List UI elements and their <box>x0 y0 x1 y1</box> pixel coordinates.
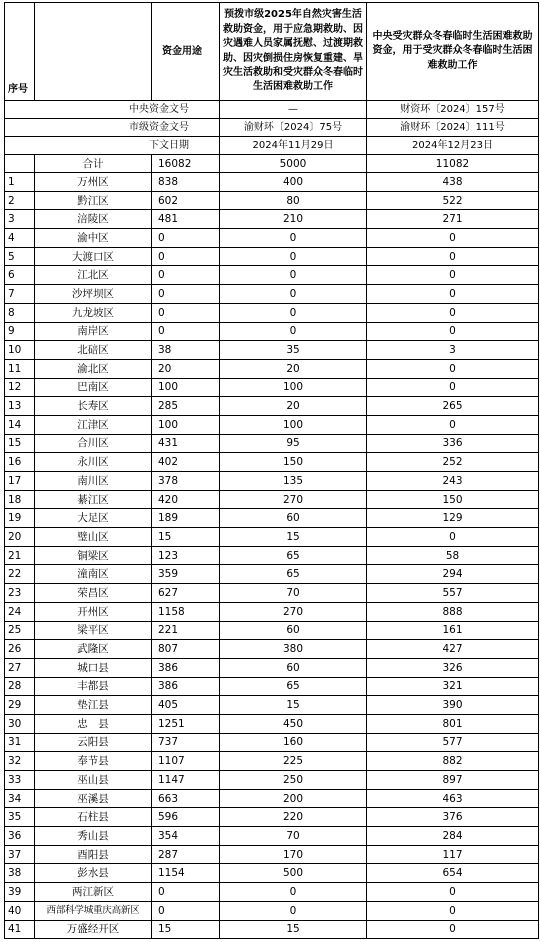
row-central: 438 <box>367 173 539 192</box>
meta-blank <box>5 101 35 119</box>
row-central: 0 <box>367 901 539 920</box>
row-index: 20 <box>5 528 35 547</box>
row-district: 西部科学城重庆高新区 <box>35 901 152 920</box>
row-district: 渝中区 <box>35 229 152 248</box>
row-index: 33 <box>5 771 35 790</box>
table-row <box>5 378 539 397</box>
row-index: 15 <box>5 434 35 453</box>
row-fund: 627 <box>152 584 220 603</box>
row-fund: 221 <box>152 621 220 640</box>
row-pre: 15 <box>220 920 367 939</box>
table-row <box>5 714 539 733</box>
header-usage: 资金用途 <box>152 3 220 101</box>
row-fund: 0 <box>152 247 220 266</box>
meta-blank <box>5 119 35 137</box>
row-fund: 123 <box>152 546 220 565</box>
row-district: 合川区 <box>35 434 152 453</box>
table-row <box>5 285 539 304</box>
table-row <box>5 453 539 472</box>
row-central: 897 <box>367 771 539 790</box>
row-pre: 80 <box>220 191 367 210</box>
meta-label: 中央资金文号 <box>35 101 220 119</box>
row-index: 6 <box>5 266 35 285</box>
row-index: 41 <box>5 920 35 939</box>
row-district: 忠 县 <box>35 714 152 733</box>
row-central: 390 <box>367 696 539 715</box>
row-fund: 359 <box>152 565 220 584</box>
table-row <box>5 341 539 360</box>
table-row <box>5 247 539 266</box>
row-pre: 15 <box>220 696 367 715</box>
table-row <box>5 509 539 528</box>
row-pre: 95 <box>220 434 367 453</box>
table-row <box>5 565 539 584</box>
row-index: 14 <box>5 415 35 434</box>
row-index: 12 <box>5 378 35 397</box>
total-row <box>5 155 539 173</box>
row-fund: 838 <box>152 173 220 192</box>
row-pre: 60 <box>220 621 367 640</box>
table-row <box>5 901 539 920</box>
row-district: 梁平区 <box>35 621 152 640</box>
row-central: 0 <box>367 266 539 285</box>
table-row <box>5 920 539 939</box>
row-fund: 807 <box>152 640 220 659</box>
row-pre: 60 <box>220 658 367 677</box>
row-index: 8 <box>5 303 35 322</box>
row-district: 渝北区 <box>35 359 152 378</box>
row-index: 2 <box>5 191 35 210</box>
row-central: 801 <box>367 714 539 733</box>
row-pre: 100 <box>220 415 367 434</box>
meta-row <box>5 137 539 155</box>
row-fund: 38 <box>152 341 220 360</box>
row-fund: 0 <box>152 285 220 304</box>
row-district: 彭水县 <box>35 864 152 883</box>
row-central: 882 <box>367 752 539 771</box>
row-index: 9 <box>5 322 35 341</box>
row-pre: 380 <box>220 640 367 659</box>
table-row <box>5 733 539 752</box>
table-row <box>5 584 539 603</box>
row-district: 北碚区 <box>35 341 152 360</box>
row-central: 129 <box>367 509 539 528</box>
row-fund: 386 <box>152 677 220 696</box>
row-district: 江津区 <box>35 415 152 434</box>
row-central: 58 <box>367 546 539 565</box>
header-blank <box>35 3 152 101</box>
row-central: 0 <box>367 229 539 248</box>
row-district: 永川区 <box>35 453 152 472</box>
row-index: 34 <box>5 789 35 808</box>
row-pre: 210 <box>220 210 367 229</box>
total-pre: 5000 <box>220 155 367 173</box>
row-fund: 602 <box>152 191 220 210</box>
row-index: 27 <box>5 658 35 677</box>
row-central: 376 <box>367 808 539 827</box>
row-pre: 0 <box>220 883 367 902</box>
table-row <box>5 229 539 248</box>
row-fund: 663 <box>152 789 220 808</box>
row-district: 南川区 <box>35 472 152 491</box>
row-pre: 35 <box>220 341 367 360</box>
meta-blank <box>5 137 35 155</box>
row-central: 0 <box>367 303 539 322</box>
row-fund: 596 <box>152 808 220 827</box>
row-pre: 200 <box>220 789 367 808</box>
table-row <box>5 864 539 883</box>
row-index: 32 <box>5 752 35 771</box>
row-district: 南岸区 <box>35 322 152 341</box>
row-pre: 250 <box>220 771 367 790</box>
table-row <box>5 397 539 416</box>
row-district: 长寿区 <box>35 397 152 416</box>
row-central: 0 <box>367 285 539 304</box>
row-district: 武隆区 <box>35 640 152 659</box>
row-pre: 150 <box>220 453 367 472</box>
row-pre: 70 <box>220 584 367 603</box>
row-central: 557 <box>367 584 539 603</box>
row-district: 荣昌区 <box>35 584 152 603</box>
row-central: 0 <box>367 883 539 902</box>
row-index: 10 <box>5 341 35 360</box>
row-fund: 1154 <box>152 864 220 883</box>
row-index: 25 <box>5 621 35 640</box>
row-district: 万州区 <box>35 173 152 192</box>
total-blank <box>5 155 35 173</box>
row-index: 31 <box>5 733 35 752</box>
row-central: 888 <box>367 602 539 621</box>
row-index: 11 <box>5 359 35 378</box>
meta-label: 市级资金文号 <box>35 119 220 137</box>
table-row <box>5 434 539 453</box>
row-pre: 400 <box>220 173 367 192</box>
row-fund: 481 <box>152 210 220 229</box>
row-central: 150 <box>367 490 539 509</box>
row-index: 21 <box>5 546 35 565</box>
meta-row <box>5 119 539 137</box>
row-pre: 65 <box>220 565 367 584</box>
row-index: 22 <box>5 565 35 584</box>
header-central: 中央受灾群众冬春临时生活困难救助资金，用于受灾群众冬春临时生活困难救助工作 <box>367 3 539 101</box>
row-central: 271 <box>367 210 539 229</box>
allocation-table <box>4 2 539 939</box>
row-fund: 1107 <box>152 752 220 771</box>
row-fund: 378 <box>152 472 220 491</box>
table-row <box>5 303 539 322</box>
row-pre: 60 <box>220 509 367 528</box>
table-row <box>5 658 539 677</box>
meta-pre: 渝财环〔2024〕75号 <box>220 119 367 137</box>
row-pre: 20 <box>220 359 367 378</box>
meta-central: 2024年12月23日 <box>367 137 539 155</box>
row-pre: 160 <box>220 733 367 752</box>
row-district: 万盛经开区 <box>35 920 152 939</box>
table-row <box>5 640 539 659</box>
row-district: 铜梁区 <box>35 546 152 565</box>
row-pre: 0 <box>220 303 367 322</box>
row-pre: 0 <box>220 285 367 304</box>
table-row <box>5 602 539 621</box>
row-central: 284 <box>367 827 539 846</box>
total-fund: 16082 <box>152 155 220 173</box>
row-fund: 15 <box>152 920 220 939</box>
row-district: 巴南区 <box>35 378 152 397</box>
row-index: 30 <box>5 714 35 733</box>
row-fund: 189 <box>152 509 220 528</box>
row-central: 0 <box>367 359 539 378</box>
row-district: 酉阳县 <box>35 845 152 864</box>
row-fund: 1147 <box>152 771 220 790</box>
table-row <box>5 415 539 434</box>
row-central: 243 <box>367 472 539 491</box>
row-index: 37 <box>5 845 35 864</box>
row-fund: 0 <box>152 229 220 248</box>
table-row <box>5 696 539 715</box>
row-index: 5 <box>5 247 35 266</box>
row-district: 巫溪县 <box>35 789 152 808</box>
row-index: 24 <box>5 602 35 621</box>
row-district: 城口县 <box>35 658 152 677</box>
row-fund: 100 <box>152 378 220 397</box>
table-row <box>5 883 539 902</box>
row-fund: 0 <box>152 303 220 322</box>
row-index: 40 <box>5 901 35 920</box>
row-index: 17 <box>5 472 35 491</box>
row-fund: 15 <box>152 528 220 547</box>
table-row <box>5 191 539 210</box>
table-row <box>5 546 539 565</box>
row-pre: 20 <box>220 397 367 416</box>
row-district: 奉节县 <box>35 752 152 771</box>
row-fund: 402 <box>152 453 220 472</box>
meta-central: 渝财环〔2024〕111号 <box>367 119 539 137</box>
row-district: 黔江区 <box>35 191 152 210</box>
row-index: 13 <box>5 397 35 416</box>
row-index: 23 <box>5 584 35 603</box>
table-row <box>5 322 539 341</box>
meta-central: 财资环〔2024〕157号 <box>367 101 539 119</box>
row-central: 654 <box>367 864 539 883</box>
row-pre: 15 <box>220 528 367 547</box>
row-central: 522 <box>367 191 539 210</box>
row-fund: 0 <box>152 322 220 341</box>
row-central: 0 <box>367 378 539 397</box>
row-central: 0 <box>367 920 539 939</box>
row-pre: 100 <box>220 378 367 397</box>
row-index: 35 <box>5 808 35 827</box>
row-central: 265 <box>367 397 539 416</box>
row-pre: 65 <box>220 677 367 696</box>
row-index: 36 <box>5 827 35 846</box>
row-central: 0 <box>367 322 539 341</box>
table-row <box>5 210 539 229</box>
row-index: 4 <box>5 229 35 248</box>
row-central: 463 <box>367 789 539 808</box>
table-row <box>5 621 539 640</box>
row-district: 云阳县 <box>35 733 152 752</box>
row-fund: 20 <box>152 359 220 378</box>
row-central: 0 <box>367 247 539 266</box>
row-fund: 0 <box>152 266 220 285</box>
row-central: 326 <box>367 658 539 677</box>
row-index: 3 <box>5 210 35 229</box>
row-fund: 287 <box>152 845 220 864</box>
table-row <box>5 827 539 846</box>
row-central: 336 <box>367 434 539 453</box>
row-district: 璧山区 <box>35 528 152 547</box>
table-row <box>5 677 539 696</box>
total-central: 11082 <box>367 155 539 173</box>
table-row <box>5 472 539 491</box>
row-pre: 135 <box>220 472 367 491</box>
table-row <box>5 845 539 864</box>
header-pre-allocation: 预拨市级2025年自然灾害生活救助资金，用于应急期救助、因灾遇难人员家属抚慰、过渡期救助、因灾倒损住房恢复重建、旱灾生活救助和受灾群众冬春临时生活困难救助工作 <box>220 3 367 101</box>
row-index: 38 <box>5 864 35 883</box>
table-row <box>5 789 539 808</box>
table-row <box>5 528 539 547</box>
row-central: 321 <box>367 677 539 696</box>
row-index: 28 <box>5 677 35 696</box>
row-district: 潼南区 <box>35 565 152 584</box>
row-pre: 0 <box>220 901 367 920</box>
total-label: 合计 <box>35 155 152 173</box>
row-fund: 100 <box>152 415 220 434</box>
row-pre: 450 <box>220 714 367 733</box>
row-pre: 65 <box>220 546 367 565</box>
row-district: 石柱县 <box>35 808 152 827</box>
table-row <box>5 490 539 509</box>
row-pre: 170 <box>220 845 367 864</box>
row-index: 7 <box>5 285 35 304</box>
row-district: 丰都县 <box>35 677 152 696</box>
row-central: 0 <box>367 528 539 547</box>
meta-pre: 2024年11月29日 <box>220 137 367 155</box>
meta-row <box>5 101 539 119</box>
row-index: 18 <box>5 490 35 509</box>
row-central: 577 <box>367 733 539 752</box>
row-fund: 1158 <box>152 602 220 621</box>
row-fund: 285 <box>152 397 220 416</box>
row-index: 1 <box>5 173 35 192</box>
table-row <box>5 808 539 827</box>
row-pre: 0 <box>220 322 367 341</box>
row-central: 3 <box>367 341 539 360</box>
row-index: 19 <box>5 509 35 528</box>
row-pre: 0 <box>220 229 367 248</box>
row-pre: 500 <box>220 864 367 883</box>
row-central: 117 <box>367 845 539 864</box>
table-row <box>5 359 539 378</box>
row-fund: 431 <box>152 434 220 453</box>
row-district: 垫江县 <box>35 696 152 715</box>
row-district: 开州区 <box>35 602 152 621</box>
row-district: 巫山县 <box>35 771 152 790</box>
row-pre: 0 <box>220 266 367 285</box>
meta-pre: — <box>220 101 367 119</box>
row-district: 九龙坡区 <box>35 303 152 322</box>
row-central: 427 <box>367 640 539 659</box>
row-district: 綦江区 <box>35 490 152 509</box>
row-fund: 420 <box>152 490 220 509</box>
row-district: 大渡口区 <box>35 247 152 266</box>
row-central: 161 <box>367 621 539 640</box>
row-district: 江北区 <box>35 266 152 285</box>
row-central: 294 <box>367 565 539 584</box>
row-fund: 354 <box>152 827 220 846</box>
row-district: 秀山县 <box>35 827 152 846</box>
row-central: 252 <box>367 453 539 472</box>
row-index: 16 <box>5 453 35 472</box>
header-index: 序号 <box>5 3 35 101</box>
row-district: 两江新区 <box>35 883 152 902</box>
table-row <box>5 771 539 790</box>
row-fund: 0 <box>152 883 220 902</box>
row-index: 39 <box>5 883 35 902</box>
row-fund: 0 <box>152 901 220 920</box>
row-district: 沙坪坝区 <box>35 285 152 304</box>
row-pre: 225 <box>220 752 367 771</box>
row-pre: 70 <box>220 827 367 846</box>
row-fund: 1251 <box>152 714 220 733</box>
row-district: 涪陵区 <box>35 210 152 229</box>
row-pre: 0 <box>220 247 367 266</box>
row-fund: 737 <box>152 733 220 752</box>
row-pre: 270 <box>220 602 367 621</box>
row-fund: 405 <box>152 696 220 715</box>
row-central: 0 <box>367 415 539 434</box>
row-pre: 270 <box>220 490 367 509</box>
row-pre: 220 <box>220 808 367 827</box>
allocation-table-document <box>4 2 539 939</box>
row-index: 29 <box>5 696 35 715</box>
row-district: 大足区 <box>35 509 152 528</box>
table-row <box>5 173 539 192</box>
table-row <box>5 752 539 771</box>
row-index: 26 <box>5 640 35 659</box>
table-row <box>5 266 539 285</box>
meta-label: 下文日期 <box>35 137 220 155</box>
row-fund: 386 <box>152 658 220 677</box>
